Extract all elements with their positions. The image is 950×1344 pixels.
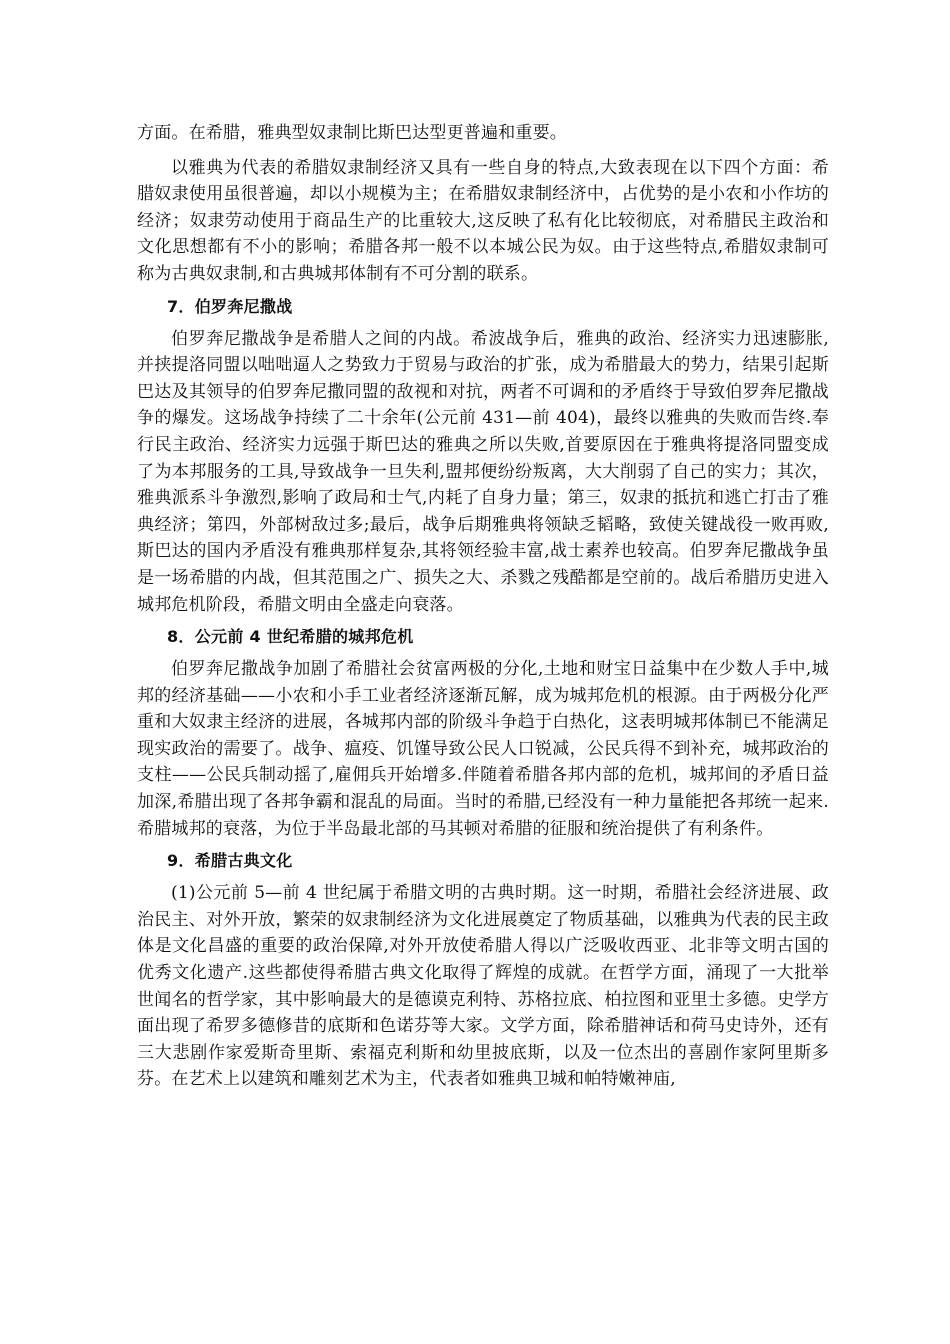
- paragraph-city-state-crisis: 伯罗奔尼撒战争加剧了希腊社会贫富两极的分化,土地和财宝日益集中在少数人手中,城邦的经济基础——小农和小手工业者经济逐渐瓦解，成为城邦危机的根源。由于两极分化严重和大奴隶主经济的进展，各城邦内部的阶级斗争趋于白热化，这表明城邦体制已不能满足现实政治的需要了。战争、瘟疫、饥馑导致公民人口锐减，公民兵得不到补充，城邦政治的支柱——公民兵制动摇了,雇佣兵开始增多.伴随着希腊各邦内部的危机，城邦间的矛盾日益加深,希腊出现了各邦争霸和混乱的局面。当时的希腊,已经没有一种力量能把各邦统一起来.希腊城邦的衰落，为位于半岛最北部的马其顿对希腊的征服和统治提供了有利条件。: [137, 659, 829, 839]
- paragraph-continued: 方面。在希腊，雅典型奴隶制比斯巴达型更普遍和重要。: [137, 123, 567, 143]
- paragraph-peloponnesian-war: 伯罗奔尼撒战争是希腊人之间的内战。希波战争后，雅典的政治、经济实力迅速膨胀,并挟提洛同盟以咄咄逼人之势致力于贸易与政治的扩张，成为希腊最大的势力，结果引起斯巴达及其领导的伯罗奔尼撒同盟的敌视和对抗，两者不可调和的矛盾终于导致伯罗奔尼撒战争的爆发。这场战争持续了二十余年(公元前 431—前 404)，最终以雅典的失败而告终.奉行民主政治、经济实力远强于斯巴达的雅典之所以失败,首要原因在于雅典将提洛同盟变成了为本邦服务的工具,导致战争一旦失利,盟邦便纷纷叛离，大大削弱了自己的实力；其次，雅典派系斗争激烈,影响了政局和士气,内耗了自身力量；第三，奴隶的抵抗和逃亡打击了雅典经济；第四，外部树敌过多;最后，战争后期雅典将领缺乏韬略，致使关键战役一败再败,斯巴达的国内矛盾没有雅典那样复杂,其将领经验丰富,战士素养也较高。伯罗奔尼撒战争虽是一场希腊的内战，但其范围之广、损失之大、杀戮之残酷都是空前的。战后希腊历史进入城邦危机阶段，希腊文明由全盛走向衰落。: [137, 328, 829, 615]
- paragraph-classical-culture: (1)公元前 5—前 4 世纪属于希腊文明的古典时期。这一时期，希腊社会经济进展、政治民主、对外开放，繁荣的奴隶制经济为文化进展奠定了物质基础，以雅典为代表的民主政体是文化昌盛的重要的政治保障,对外开放使希腊人得以广泛吸收西亚、北非等文明古国的优秀文化遗产.这些都使得希腊古典文化取得了辉煌的成就。在哲学方面，涌现了一大批举世闻名的哲学家，其中影响最大的是德谟克利特、苏格拉底、柏拉图和亚里士多德。史学方面出现了希罗多德修昔的底斯和色诺芬等大家。文学方面，除希腊神话和荷马史诗外，还有三大悲剧作家爱斯奇里斯、索福克利斯和幼里披底斯，以及一位杰出的喜剧作家阿里斯多芬。在艺术上以建筑和雕刻艺术为主，代表者如雅典卫城和帕特嫩神庙,: [137, 883, 829, 1090]
- document-body: [137, 120, 829, 1093]
- section-heading-8: 8．公元前 4 世纪希腊的城邦危机: [167, 627, 414, 647]
- paragraph-greek-slavery-features: 以雅典为代表的希腊奴隶制经济又具有一些自身的特点,大致表现在以下四个方面：希腊奴隶使用虽很普遍，却以小规模为主；在希腊奴隶制经济中，占优势的是小农和小作坊的经济；奴隶劳动使用于商品生产的比重较大,这反映了私有化比较彻底，对希腊民主政治和文化思想都有不小的影响；希腊各邦一般不以本城公民为奴。由于这些特点,希腊奴隶制可称为古典奴隶制,和古典城邦体制有不可分割的联系。: [137, 157, 829, 284]
- section-heading-9: 9．希腊古典文化: [167, 851, 293, 871]
- section-heading-7: 7．伯罗奔尼撒战: [167, 296, 293, 316]
